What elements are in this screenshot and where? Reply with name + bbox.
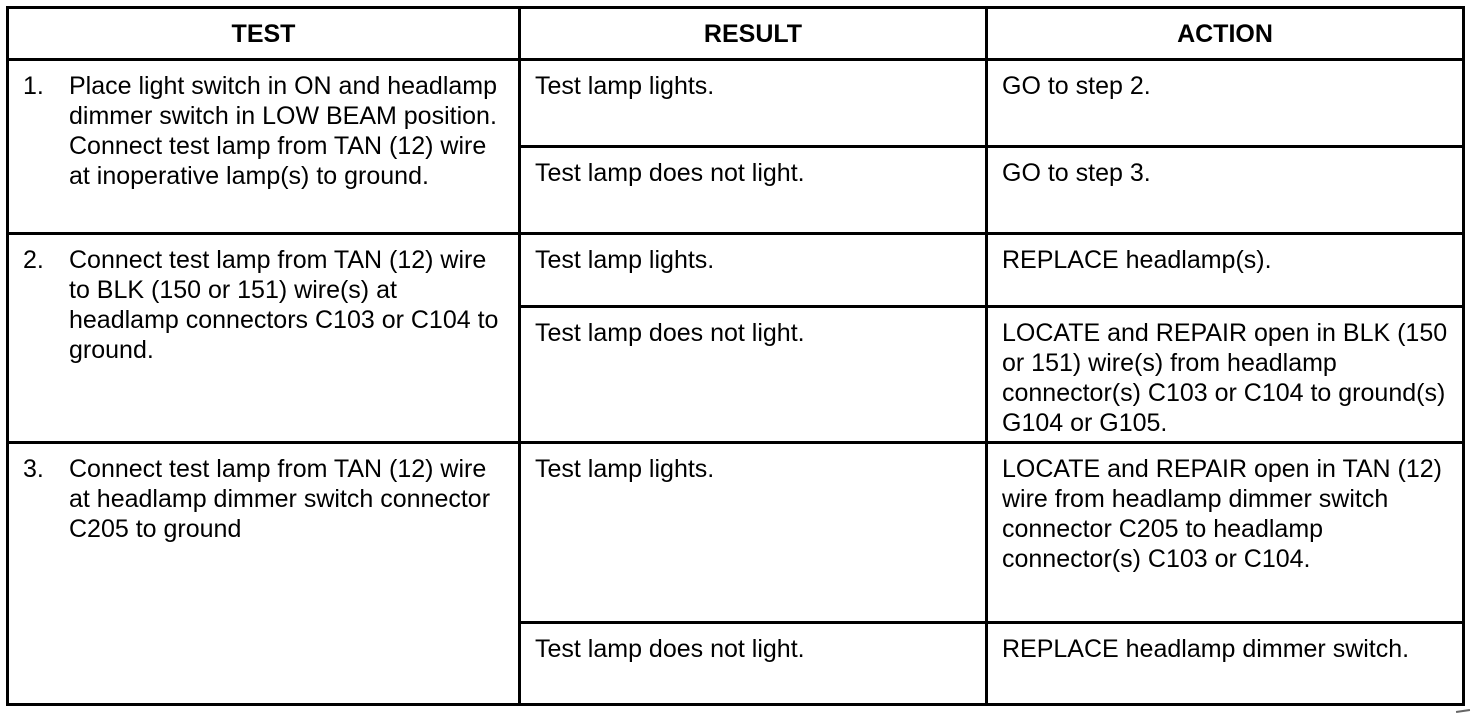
result-cell: Test lamp lights.	[520, 443, 987, 623]
step-number: 3.	[23, 455, 44, 484]
test-cell-step-1	[8, 60, 520, 234]
action-cell: LOCATE and REPAIR open in BLK (150 or 151) wire(s) from headlamp connector(s) C103 or C104 to ground(s) G104 or G105.	[987, 307, 1464, 443]
header-result: RESULT	[520, 8, 987, 60]
action-cell: GO to step 2.	[987, 60, 1464, 147]
header-action: ACTION	[987, 8, 1464, 60]
result-cell: Test lamp lights.	[520, 233, 987, 307]
header-test: TEST	[8, 8, 520, 60]
step-number: 1.	[23, 72, 44, 100]
action-cell: GO to step 3.	[987, 146, 1464, 233]
step-test-text: Connect test lamp from TAN (12) wire at headlamp dimmer switch connector C205 to ground	[69, 455, 491, 544]
action-cell: REPLACE headlamp dimmer switch.	[987, 623, 1464, 705]
diagnostic-table	[6, 6, 1465, 706]
step-test-text: Connect test lamp from TAN (12) wire to BLK (150 or 151) wire(s) at headlamp connectors C103 or C104 to ground.	[69, 245, 499, 364]
result-cell: Test lamp does not light.	[520, 307, 987, 443]
table-row	[8, 233, 1464, 307]
result-cell: Test lamp does not light.	[520, 146, 987, 233]
diagnostic-table-sheet	[6, 6, 1462, 706]
result-cell: Test lamp does not light.	[520, 623, 987, 705]
table-row	[8, 60, 1464, 147]
table-row	[8, 443, 1464, 623]
test-cell-step-2	[8, 233, 520, 443]
action-cell: REPLACE headlamp(s).	[987, 233, 1464, 307]
header-row	[8, 8, 1464, 60]
result-cell: Test lamp lights.	[520, 60, 987, 147]
test-cell-step-3	[8, 443, 520, 705]
action-cell: LOCATE and REPAIR open in TAN (12) wire from headlamp dimmer switch connector C205 to headlamp connector(s) C103 or C104.	[987, 443, 1464, 623]
step-test-text: Place light switch in ON and headlamp dimmer switch in LOW BEAM position. Connect test lamp from TAN (12) wire at inoperative lamp(s) to ground.	[69, 72, 498, 190]
scan-artifact-mark	[1456, 709, 1470, 713]
step-number: 2.	[23, 245, 44, 274]
